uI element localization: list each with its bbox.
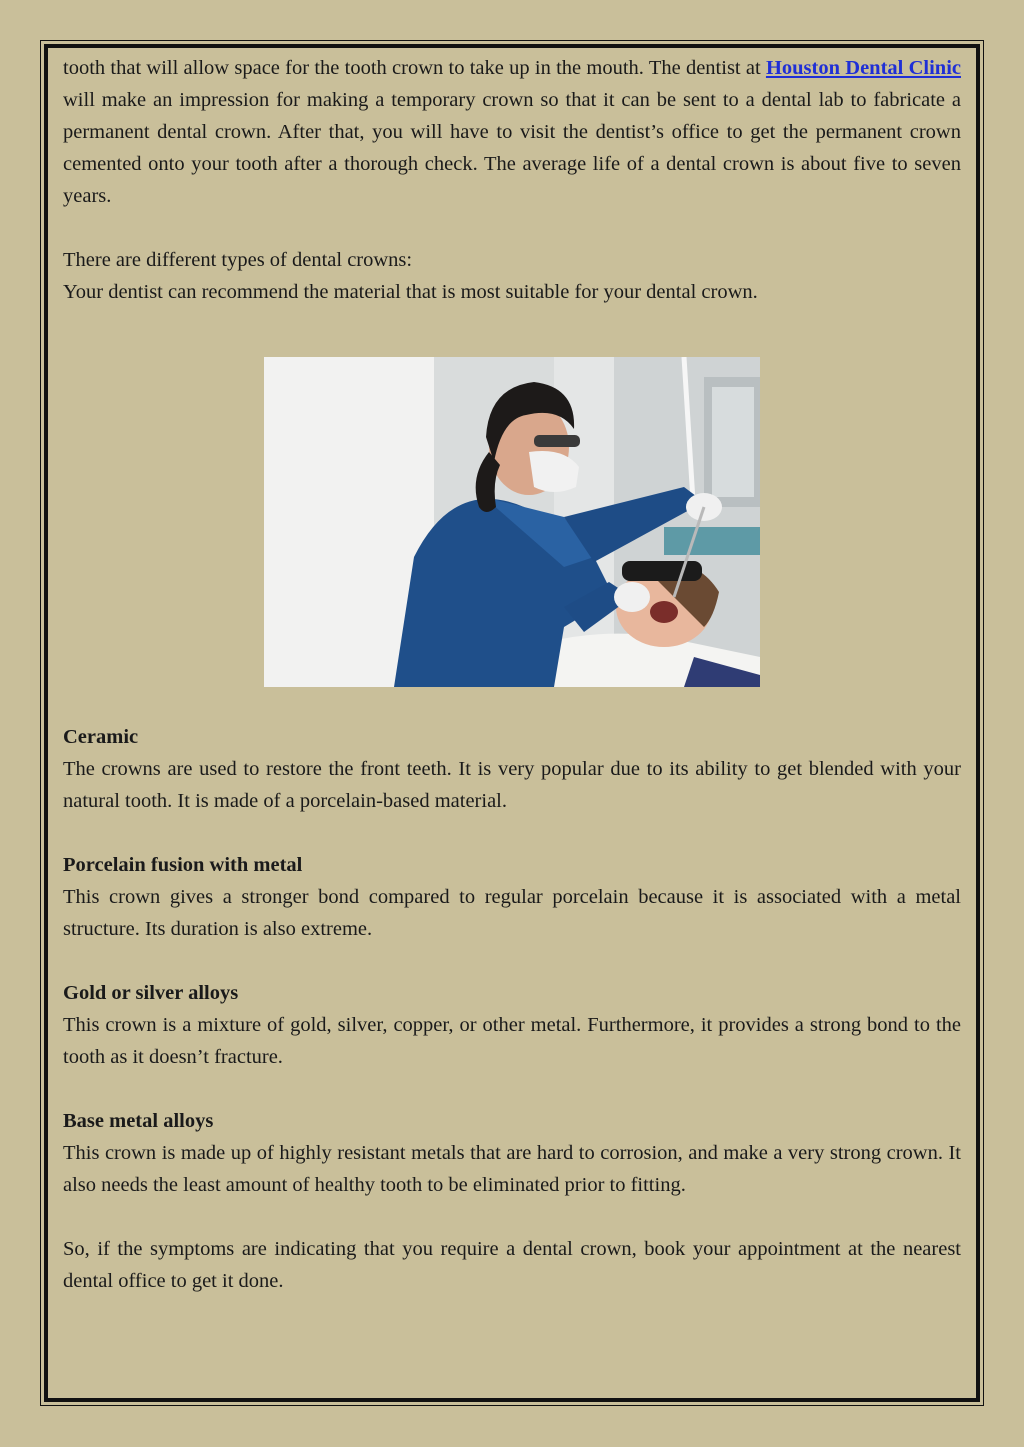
closing-paragraph: So, if the symptoms are indicating that you require a dental crown, book your appointment at the nearest dental office to get it done.	[63, 1238, 961, 1292]
intro-paragraph	[63, 52, 961, 212]
section-heading-porcelain-fusion: Porcelain fusion with metal	[63, 854, 303, 876]
dentist-photo-illustration	[264, 357, 760, 687]
section-heading-base-metal: Base metal alloys	[63, 1110, 214, 1132]
spacer	[63, 817, 961, 849]
spacer	[63, 212, 961, 244]
section-body-ceramic: The crowns are used to restore the front teeth. It is very popular due to its ability to get blended with your natural tooth. It is made of a porcelain-based material.	[63, 758, 961, 812]
types-intro-line-1: There are different types of dental crowns:	[63, 249, 413, 271]
spacer	[63, 687, 961, 721]
section-heading-ceramic: Ceramic	[63, 726, 139, 748]
section-heading-gold-silver: Gold or silver alloys	[63, 982, 239, 1004]
spacer	[63, 1073, 961, 1105]
dentist-photo	[264, 357, 760, 687]
types-intro-line-2: Your dentist can recommend the material that is most suitable for your dental crown.	[63, 281, 758, 303]
section-body-porcelain-fusion: This crown gives a stronger bond compared to regular porcelain because it is associated with a metal structure. Its duration is also extreme.	[63, 886, 961, 940]
document-body	[63, 52, 961, 1297]
intro-text-start: tooth that will allow space for the tooth crown to take up in the mouth. The dentist at	[63, 57, 766, 79]
section-body-base-metal: This crown is made up of highly resistant metals that are hard to corrosion, and make a very strong crown. It also needs the least amount of healthy tooth to be eliminated prior to fitting.	[63, 1142, 961, 1196]
spacer	[63, 1201, 961, 1233]
intro-text-rest: will make an impression for making a temporary crown so that it can be sent to a dental lab to fabricate a permanent dental crown. After that, you will have to visit the dentist’s office to get the permanent crown cemented onto your tooth after a thorough check. The average life of a dental crown is about five to seven years.	[63, 89, 961, 207]
spacer	[63, 945, 961, 977]
houston-dental-clinic-link[interactable]: Houston Dental Clinic	[765, 57, 961, 79]
section-body-gold-silver: This crown is a mixture of gold, silver, copper, or other metal. Furthermore, it provides a strong bond to the tooth as it doesn’t fracture.	[63, 1014, 961, 1068]
